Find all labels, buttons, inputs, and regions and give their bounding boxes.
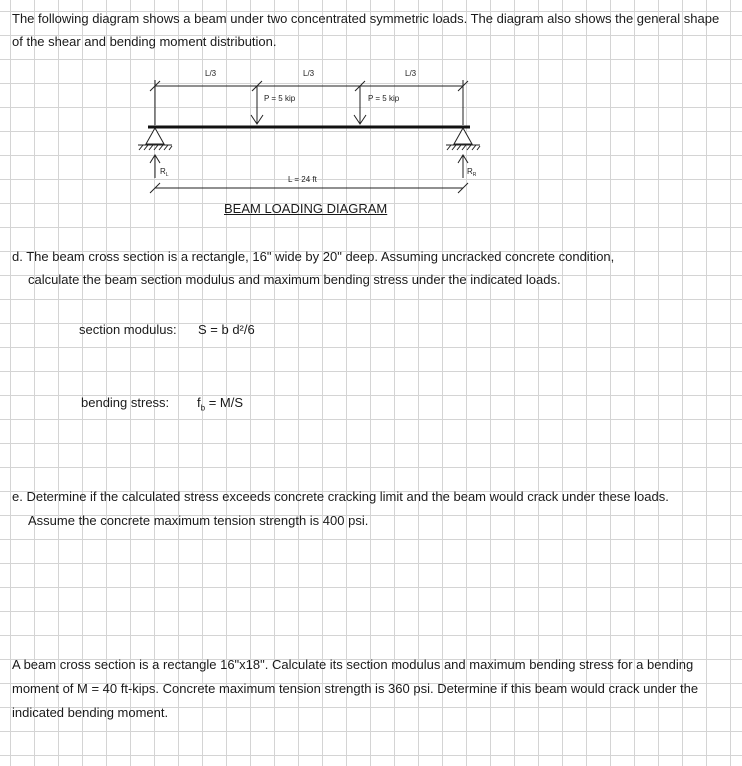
intro-line-2: of the shear and bending moment distribution. [12, 34, 277, 49]
reaction-label-left: $R_L$ [160, 167, 169, 178]
problem-line-3: indicated bending moment. [12, 705, 169, 720]
reaction-label-right: $R_R$ [467, 167, 477, 178]
problem-line-1: A beam cross section is a rectangle 16"x18". Calculate its section modulus and maximum bending stress for a bending [12, 657, 694, 672]
part-e-line-2: Assume the concrete maximum tension strength is 400 psi. [28, 513, 369, 528]
length-label: L = 24 ft [288, 175, 317, 184]
span-label-2: L/3 [303, 69, 315, 78]
span-label-3: L/3 [405, 69, 417, 78]
bending-stress-label: bending stress: [81, 395, 170, 410]
support-right [454, 128, 472, 144]
beam-loading-diagram [0, 0, 742, 225]
part-d-line-2: calculate the beam section modulus and maximum bending stress under the indicated loads. [28, 272, 561, 287]
problem-line-2: moment of M = 40 ft-kips. Concrete maximum tension strength is 360 psi. Determine if this beam would crack under the [12, 681, 699, 696]
ground-hatch-left [139, 145, 172, 150]
intro-line-1: The following diagram shows a beam under two concentrated symmetric loads. The diagram also shows the general shape [12, 11, 720, 26]
span-label-1: L/3 [205, 69, 217, 78]
bending-stress-formula: $f_b = M/S$ [197, 395, 244, 413]
ground-hatch-right [447, 145, 480, 150]
section-modulus-formula: S = b d²/6 [198, 322, 255, 337]
load-label-2: P = 5 kip [368, 94, 400, 103]
support-left [146, 128, 164, 144]
part-d-line-1: d. The beam cross section is a rectangle, 16" wide by 20" deep. Assuming uncracked concrete condition, [12, 249, 615, 264]
part-e-line-1: e. Determine if the calculated stress exceeds concrete cracking limit and the beam would crack under these loads. [12, 489, 669, 504]
diagram-caption: BEAM LOADING DIAGRAM [224, 201, 388, 216]
section-modulus-label: section modulus: [79, 322, 177, 337]
load-label-1: P = 5 kip [264, 94, 296, 103]
